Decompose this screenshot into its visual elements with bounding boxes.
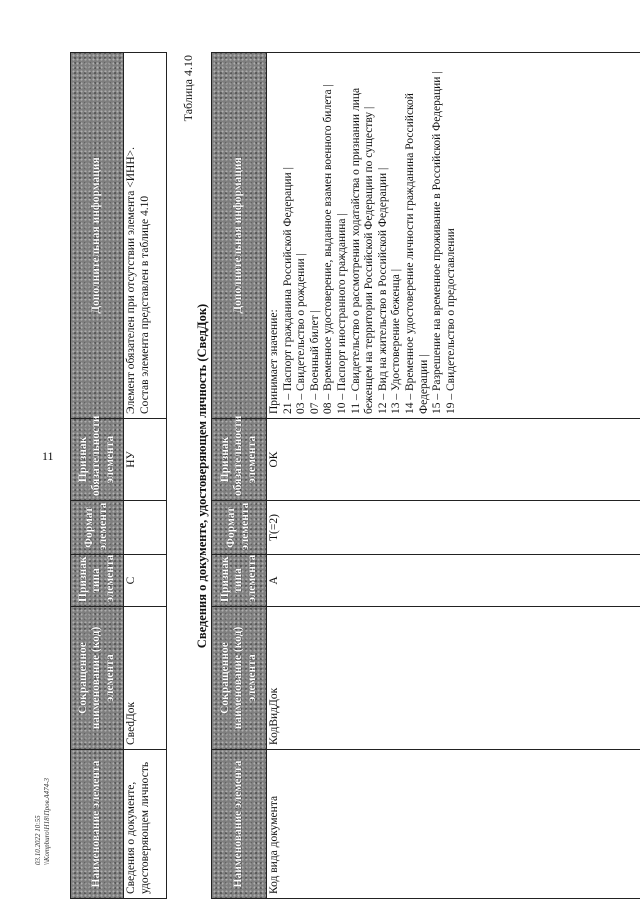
cell-name: Сведения о документе, удостоверяющем личность <box>124 750 167 899</box>
info-line: 15 – Разрешение на временное проживание в Российской Федерации | <box>431 71 444 414</box>
info-line: 19 – Свидетельство о предоставлении <box>444 228 457 414</box>
header-info: Дополнительная информация <box>71 53 124 419</box>
print-path: \\Kompburo\H18\Пров.А474-3 <box>43 778 51 865</box>
element-table-top <box>70 52 167 899</box>
header-code: Сокращенное наименование (код) элемента <box>71 607 124 750</box>
cell-required: ОК <box>267 419 640 501</box>
info-line: 07 – Военный билет | <box>308 310 321 414</box>
info-line: Принимает значение: <box>268 309 280 414</box>
cell-required: НУ <box>124 419 167 501</box>
cell-type: С <box>124 555 167 607</box>
header-row <box>212 53 267 899</box>
header-required: Признак обязательности элемента <box>212 419 267 501</box>
header-code: Сокращенное наименование (код) элемента <box>212 607 267 750</box>
header-required: Признак обязательности элемента <box>71 419 124 501</box>
cell-info <box>124 53 167 419</box>
cell-info <box>267 53 640 419</box>
rotated-content <box>70 53 560 899</box>
info-line: 11 – Свидетельство о рассмотрении ходатайства о признании лица беженцем на территории Российской Федерации по существу | <box>349 87 376 414</box>
info-line: 13 – Удостоверение беженца | <box>390 268 403 414</box>
header-name: Наименование элемента <box>71 750 124 899</box>
table-row <box>267 53 640 899</box>
info-line: Элемент обязателен при отсутствии элемента <ИНН>. <box>125 147 137 414</box>
table-label: Таблица 4.10 <box>181 55 195 122</box>
header-format: Формат элемента <box>212 501 267 555</box>
table-row <box>124 53 167 899</box>
info-line: 03 – Свидетельство о рождении | <box>295 253 308 414</box>
info-line: 21 – Паспорт гражданина Российской Федерации | <box>281 167 294 414</box>
info-line: Состав элемента представлен в таблице 4.10 <box>138 195 151 414</box>
header-format: Формат элемента <box>71 501 124 555</box>
cell-code: СвedДок <box>124 607 167 750</box>
page-number: 11 <box>42 449 54 463</box>
header-type: Признак типа элемента <box>212 555 267 607</box>
info-line: 10 – Паспорт иностранного гражданина | <box>335 213 348 414</box>
info-line: 14 – Временное удостоверение личности гражданина Российской Федерации | <box>403 93 430 414</box>
header-info: Дополнительная информация <box>212 53 267 419</box>
element-table-main <box>211 52 640 899</box>
cell-name: Код вида документа <box>267 750 640 899</box>
header-type: Признак типа элемента <box>71 555 124 607</box>
header-row <box>71 53 124 899</box>
info-line: 08 – Временное удостоверение, выданное взамен военного билета | <box>322 84 335 414</box>
print-timestamp: 03.10.2022 10:55 <box>34 815 42 865</box>
cell-format <box>124 501 167 555</box>
table-caption: Сведения о документе, удостоверяющем личность (СведДок) <box>195 303 209 649</box>
cell-code: КодВидДок <box>267 607 640 750</box>
header-name: Наименование элемента <box>212 750 267 899</box>
print-footer <box>34 625 52 865</box>
cell-type: А <box>267 555 640 607</box>
info-line: 12 – Вид на жительство в Российской Федерации | <box>376 167 389 414</box>
cell-format: T(=2) <box>267 501 640 555</box>
